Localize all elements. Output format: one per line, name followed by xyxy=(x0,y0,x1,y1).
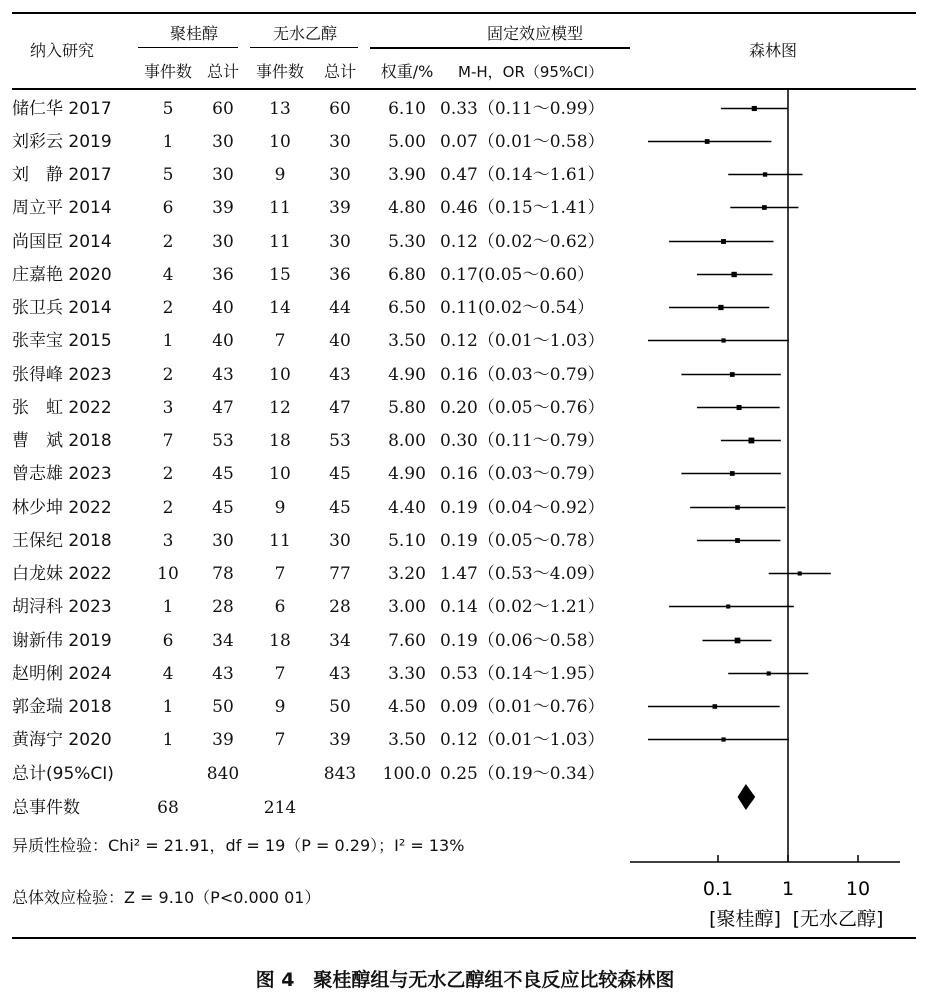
header-model: 固定效应模型 xyxy=(486,24,584,43)
header-total1: 总计 xyxy=(206,62,240,81)
total2: 45 xyxy=(329,464,351,484)
point-estimate xyxy=(735,538,740,543)
or-ci: 0.09（0.01～0.76） xyxy=(440,697,605,717)
weight: 4.90 xyxy=(388,365,426,385)
events2: 7 xyxy=(274,331,286,351)
total1: 40 xyxy=(212,331,234,351)
or-ci: 0.19（0.06～0.58） xyxy=(440,631,605,651)
events-label: 总事件数 xyxy=(12,798,80,818)
point-estimate xyxy=(763,172,767,176)
point-estimate xyxy=(718,305,723,310)
weight: 6.80 xyxy=(388,265,426,285)
events1: 5 xyxy=(162,99,174,119)
events1: 6 xyxy=(162,198,174,218)
or-ci: 0.20（0.05～0.76） xyxy=(440,398,605,418)
total2: 44 xyxy=(329,298,351,318)
events1: 5 xyxy=(162,165,174,185)
total-label: 总计(95%CI) xyxy=(12,764,114,784)
x-tick-label: 0.1 xyxy=(702,878,734,900)
weight: 3.20 xyxy=(388,564,426,584)
total2: 39 xyxy=(329,198,351,218)
or-ci: 0.16（0.03～0.79） xyxy=(440,365,605,385)
events2: 10 xyxy=(269,132,291,152)
figure-caption: 图 4 聚桂醇组与无水乙醇组不良反应比较森林图 xyxy=(255,969,675,991)
total2: 77 xyxy=(329,564,351,584)
weight: 4.50 xyxy=(388,697,426,717)
total2: 30 xyxy=(329,232,351,252)
total2: 30 xyxy=(329,132,351,152)
events1: 7 xyxy=(162,431,174,451)
study-name: 曹 斌 2018 xyxy=(12,431,112,451)
total1: 45 xyxy=(212,464,234,484)
point-estimate xyxy=(798,571,802,575)
point-estimate xyxy=(730,372,735,377)
study-name: 尚国臣 2014 xyxy=(12,232,112,252)
events2: 10 xyxy=(269,464,291,484)
study-name: 周立平 2014 xyxy=(12,198,112,218)
events2: 7 xyxy=(274,730,286,750)
point-estimate xyxy=(721,737,725,741)
header-total2: 总计 xyxy=(323,62,357,81)
total2: 30 xyxy=(329,165,351,185)
events1: 1 xyxy=(162,730,174,750)
total1: 28 xyxy=(212,597,234,617)
total1: 30 xyxy=(212,531,234,551)
weight: 8.00 xyxy=(388,431,426,451)
or-ci: 0.17(0.05～0.60） xyxy=(440,265,595,285)
events2: 15 xyxy=(269,265,291,285)
point-estimate xyxy=(726,604,730,608)
or-ci: 0.47（0.14～1.61） xyxy=(440,165,605,185)
total1: 39 xyxy=(212,730,234,750)
events1: 1 xyxy=(162,132,174,152)
weight: 5.00 xyxy=(388,132,426,152)
events1: 2 xyxy=(162,464,174,484)
study-name: 王保纪 2018 xyxy=(12,531,112,551)
events2: 7 xyxy=(274,564,286,584)
or-ci: 1.47（0.53～4.09） xyxy=(440,564,605,584)
or-ci: 0.19（0.05～0.78） xyxy=(440,531,605,551)
header-study: 纳入研究 xyxy=(30,41,95,60)
axis-favours-left-label: [聚桂醇] xyxy=(709,908,781,930)
study-name: 庄嘉艳 2020 xyxy=(12,265,112,285)
study-name: 胡浔科 2023 xyxy=(12,597,112,617)
events2: 11 xyxy=(269,232,291,252)
study-name: 刘彩云 2019 xyxy=(12,132,112,152)
weight: 3.90 xyxy=(388,165,426,185)
total1: 78 xyxy=(212,564,234,584)
events1: 1 xyxy=(162,331,174,351)
study-name: 储仁华 2017 xyxy=(12,99,112,119)
weight: 3.50 xyxy=(388,331,426,351)
total1: 45 xyxy=(212,498,234,518)
events1: 1 xyxy=(162,697,174,717)
total2: 36 xyxy=(329,265,351,285)
events1: 10 xyxy=(157,564,179,584)
events2: 9 xyxy=(274,165,286,185)
events1: 2 xyxy=(162,298,174,318)
point-estimate xyxy=(748,438,754,444)
total1: 30 xyxy=(212,165,234,185)
study-name: 曾志雄 2023 xyxy=(12,464,112,484)
total2: 43 xyxy=(329,365,351,385)
total2: 30 xyxy=(329,531,351,551)
events2: 10 xyxy=(269,365,291,385)
header-events1: 事件数 xyxy=(143,62,193,81)
point-estimate xyxy=(713,704,718,709)
or-ci: 0.33（0.11～0.99） xyxy=(440,99,605,119)
weight: 3.30 xyxy=(388,664,426,684)
events2: 9 xyxy=(274,697,286,717)
or-ci: 0.53（0.14～1.95） xyxy=(440,664,605,684)
header-weight: 权重/% xyxy=(380,62,434,81)
weight: 6.50 xyxy=(388,298,426,318)
events1: 2 xyxy=(162,365,174,385)
point-estimate xyxy=(731,272,736,277)
weight: 6.10 xyxy=(388,99,426,119)
total2: 28 xyxy=(329,597,351,617)
study-name: 张幸宝 2015 xyxy=(12,331,112,351)
weight: 5.30 xyxy=(388,232,426,252)
events2: 18 xyxy=(269,631,291,651)
weight: 4.90 xyxy=(388,464,426,484)
or-ci: 0.25（0.19～0.34） xyxy=(440,764,605,784)
events2: 7 xyxy=(274,664,286,684)
study-name: 黄海宁 2020 xyxy=(12,730,112,750)
weight: 5.10 xyxy=(388,531,426,551)
total2: 47 xyxy=(329,398,351,418)
study-name: 刘 静 2017 xyxy=(12,165,112,185)
total1: 30 xyxy=(212,132,234,152)
events2: 11 xyxy=(269,531,291,551)
header-group2: 无水乙醇 xyxy=(272,24,338,43)
total1: 840 xyxy=(206,764,240,784)
events1: 4 xyxy=(162,664,174,684)
or-ci: 0.14（0.02～1.21） xyxy=(440,597,605,617)
point-estimate xyxy=(735,505,740,510)
weight: 3.00 xyxy=(388,597,426,617)
point-estimate xyxy=(721,239,726,244)
events1: 2 xyxy=(162,498,174,518)
axis-favours-right-label: [无水乙醇] xyxy=(792,908,884,930)
events1: 2 xyxy=(162,232,174,252)
header-events2: 事件数 xyxy=(255,62,305,81)
header-method: M-H，OR（95%CI） xyxy=(458,63,604,81)
total1: 47 xyxy=(212,398,234,418)
weight: 5.80 xyxy=(388,398,426,418)
study-name: 张得峰 2023 xyxy=(12,365,112,385)
events2: 11 xyxy=(269,198,291,218)
events2: 14 xyxy=(269,298,291,318)
events2: 13 xyxy=(269,99,291,119)
header-forest: 森林图 xyxy=(748,41,798,60)
events2: 18 xyxy=(269,431,291,451)
or-ci: 0.12（0.01～1.03） xyxy=(440,730,605,750)
overall-effect-test: 总体效应检验：Z = 9.10（P<0.000 01） xyxy=(12,888,321,907)
point-estimate xyxy=(762,205,767,210)
point-estimate xyxy=(705,139,710,144)
total2: 60 xyxy=(329,99,351,119)
events2: 12 xyxy=(269,398,291,418)
total1: 40 xyxy=(212,298,234,318)
point-estimate xyxy=(767,671,771,675)
total1: 36 xyxy=(212,265,234,285)
total1: 43 xyxy=(212,365,234,385)
point-estimate xyxy=(737,405,742,410)
or-ci: 0.12（0.01～1.03） xyxy=(440,331,605,351)
or-ci: 0.11(0.02～0.54） xyxy=(440,298,595,318)
header-group1: 聚桂醇 xyxy=(169,24,219,43)
point-estimate xyxy=(735,638,741,644)
total2: 39 xyxy=(329,730,351,750)
study-name: 谢新伟 2019 xyxy=(12,631,112,651)
or-ci: 0.16（0.03～0.79） xyxy=(440,464,605,484)
study-name: 郭金瑞 2018 xyxy=(12,697,112,717)
events1: 1 xyxy=(162,597,174,617)
events1: 3 xyxy=(162,531,174,551)
or-ci: 0.30（0.11～0.79） xyxy=(440,431,605,451)
weight: 3.50 xyxy=(388,730,426,750)
or-ci: 0.19（0.04～0.92） xyxy=(440,498,605,518)
total1: 34 xyxy=(212,631,234,651)
events1: 68 xyxy=(157,798,179,818)
x-tick-label: 10 xyxy=(845,878,871,900)
events1: 4 xyxy=(162,265,174,285)
total1: 30 xyxy=(212,232,234,252)
events2: 6 xyxy=(274,597,286,617)
point-estimate xyxy=(730,471,735,476)
weight: 100.0 xyxy=(382,764,432,784)
total2: 50 xyxy=(329,697,351,717)
x-tick-label: 1 xyxy=(781,878,795,900)
heterogeneity-test: 异质性检验：Chi² = 21.91，df = 19（P = 0.29）；I² = 13% xyxy=(12,836,465,855)
study-name: 张 虹 2022 xyxy=(12,398,112,418)
total2: 45 xyxy=(329,498,351,518)
events1: 6 xyxy=(162,631,174,651)
study-name: 张卫兵 2014 xyxy=(12,298,112,318)
study-name: 赵明俐 2024 xyxy=(12,664,112,684)
study-name: 白龙妹 2022 xyxy=(12,564,112,584)
point-estimate xyxy=(721,338,725,342)
events2: 9 xyxy=(274,498,286,518)
or-ci: 0.12（0.02～0.62） xyxy=(440,232,605,252)
events2: 214 xyxy=(263,798,297,818)
weight: 7.60 xyxy=(388,631,426,651)
total1: 60 xyxy=(212,99,234,119)
total2: 843 xyxy=(323,764,357,784)
weight: 4.80 xyxy=(388,198,426,218)
study-name: 林少坤 2022 xyxy=(12,498,112,518)
events1: 3 xyxy=(162,398,174,418)
total2: 43 xyxy=(329,664,351,684)
or-ci: 0.07（0.01～0.58） xyxy=(440,132,605,152)
total2: 34 xyxy=(329,631,351,651)
total1: 43 xyxy=(212,664,234,684)
point-estimate xyxy=(752,106,757,111)
total1: 53 xyxy=(212,431,234,451)
total1: 39 xyxy=(212,198,234,218)
total2: 53 xyxy=(329,431,351,451)
weight: 4.40 xyxy=(388,498,426,518)
total1: 50 xyxy=(212,697,234,717)
total2: 40 xyxy=(329,331,351,351)
pooled-diamond xyxy=(738,784,756,810)
or-ci: 0.46（0.15～1.41） xyxy=(440,198,605,218)
